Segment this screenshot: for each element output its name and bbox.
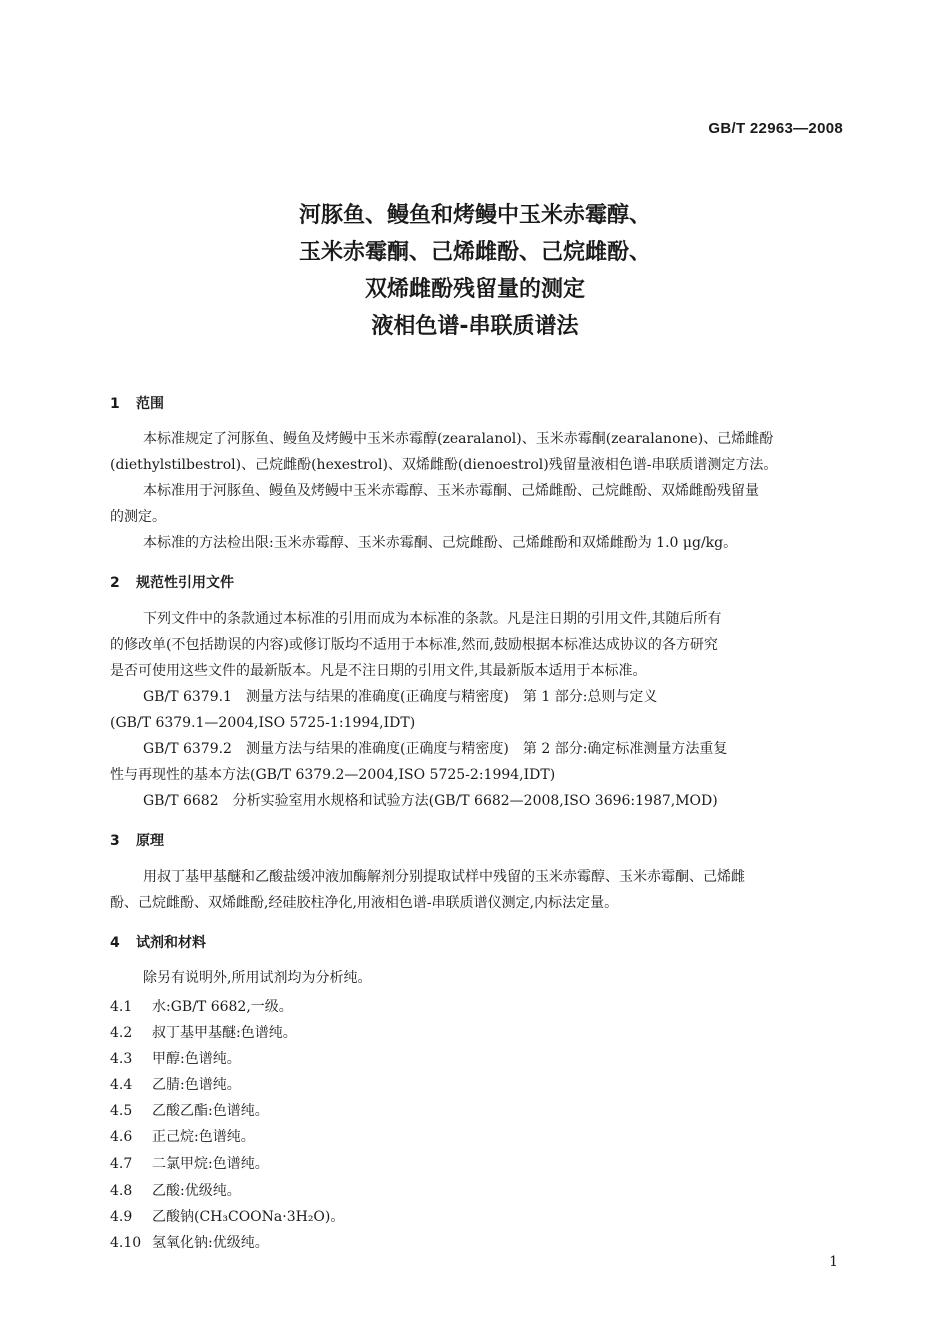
title-line: 双烯雌酚残留量的测定	[364, 277, 585, 302]
item-text: 甲醇:色谱纯。	[152, 1051, 241, 1067]
section-number: 4	[110, 935, 120, 951]
section-1-heading	[110, 393, 164, 413]
document-title	[0, 197, 950, 345]
section-4-heading	[110, 932, 206, 952]
list-item	[110, 1153, 269, 1173]
list-item	[110, 1074, 241, 1094]
item-number: 4.2	[110, 1025, 133, 1041]
page-number: 1	[829, 1254, 838, 1270]
item-text: 水:GB/T 6682,一级。	[152, 999, 293, 1015]
item-text: 二氯甲烷:色谱纯。	[152, 1156, 269, 1172]
item-text: 氢氧化钠:优级纯。	[152, 1235, 269, 1251]
paragraph-line: 本标准规定了河豚鱼、鳗鱼及烤鳗中玉米赤霉醇(zearalanol)、玉米赤霉酮(zearalanone)、己烯雌酚	[143, 431, 774, 447]
item-number: 4.3	[110, 1051, 133, 1067]
paragraph-line: 本标准的方法检出限:玉米赤霉醇、玉米赤霉酮、己烷雌酚、己烯雌酚和双烯雌酚为 1.0 μg/kg。	[143, 535, 738, 551]
list-item	[110, 1022, 297, 1042]
section-title: 试剂和材料	[136, 935, 206, 951]
paragraph-line: 下列文件中的条款通过本标准的引用而成为本标准的条款。凡是注日期的引用文件,其随后所有	[143, 611, 722, 627]
item-number: 4.4	[110, 1077, 133, 1093]
paragraph-line: (diethylstilbestrol)、己烷雌酚(hexestrol)、双烯雌酚(dienoestrol)残留量液相色谱-串联质谱测定方法。	[110, 457, 778, 473]
item-text: 乙腈:色谱纯。	[152, 1077, 241, 1093]
item-text: 叔丁基甲基醚:色谱纯。	[152, 1025, 297, 1041]
item-number: 4.9	[110, 1209, 133, 1225]
paragraph-line: 除另有说明外,所用试剂均为分析纯。	[143, 970, 372, 986]
list-item	[110, 1180, 241, 1200]
section-title: 规范性引用文件	[136, 575, 234, 591]
item-number: 4.7	[110, 1156, 133, 1172]
item-text: 乙酸乙酯:色谱纯。	[152, 1103, 269, 1119]
title-line: 河豚鱼、鳗鱼和烤鳗中玉米赤霉醇、	[298, 203, 651, 228]
paragraph-line: 是否可使用这些文件的最新版本。凡是不注日期的引用文件,其最新版本适用于本标准。	[110, 663, 647, 679]
reference-line: 性与再现性的基本方法(GB/T 6379.2—2004,ISO 5725-2:1994,IDT)	[110, 767, 556, 783]
reference-line: (GB/T 6379.1—2004,ISO 5725-1:1994,IDT)	[110, 715, 416, 731]
item-number: 4.6	[110, 1129, 133, 1145]
list-item	[110, 1206, 344, 1226]
paragraph-line: 的测定。	[110, 509, 166, 525]
paragraph-line: 的修改单(不包括勘误的内容)或修订版均不适用于本标准,然而,鼓励根据本标准达成协议的各方研究	[110, 637, 718, 653]
paragraph-line: 酚、己烷雌酚、双烯雌酚,经硅胶柱净化,用液相色谱-串联质谱仪测定,内标法定量。	[110, 895, 619, 911]
section-3-heading	[110, 830, 164, 850]
item-number: 4.8	[110, 1183, 133, 1199]
list-item	[110, 996, 293, 1016]
section-title: 原理	[136, 833, 164, 849]
item-text: 正己烷:色谱纯。	[152, 1129, 255, 1145]
item-number: 4.1	[110, 999, 133, 1015]
paragraph-line: 本标准用于河豚鱼、鳗鱼及烤鳗中玉米赤霉醇、玉米赤霉酮、己烯雌酚、己烷雌酚、双烯雌酚残留量	[143, 483, 759, 499]
item-number: 4.5	[110, 1103, 133, 1119]
paragraph-line: 用叔丁基甲基醚和乙酸盐缓冲液加酶解剂分别提取试样中残留的玉米赤霉醇、玉米赤霉酮、己烯雌	[143, 869, 745, 885]
list-item	[110, 1048, 241, 1068]
section-title: 范围	[136, 396, 164, 412]
section-2-heading	[110, 572, 234, 592]
title-line: 液相色谱-串联质谱法	[371, 314, 579, 339]
section-number: 1	[110, 396, 120, 412]
list-item	[110, 1232, 269, 1252]
reference-line: GB/T 6682 分析实验室用水规格和试验方法(GB/T 6682—2008,ISO 3696:1987,MOD)	[143, 793, 718, 809]
reference-line: GB/T 6379.1 测量方法与结果的准确度(正确度与精密度) 第 1 部分:总则与定义	[143, 689, 658, 705]
list-item	[110, 1126, 255, 1146]
item-text: 乙酸钠(CH₃COONa·3H₂O)。	[152, 1209, 345, 1225]
list-item	[110, 1100, 269, 1120]
item-number: 4.10	[110, 1235, 142, 1251]
title-line: 玉米赤霉酮、己烯雌酚、己烷雌酚、	[298, 240, 651, 265]
section-number: 2	[110, 575, 120, 591]
reference-line: GB/T 6379.2 测量方法与结果的准确度(正确度与精密度) 第 2 部分:确定标准测量方法重复	[143, 741, 728, 757]
standard-code: GB/T 22963—2008	[708, 120, 843, 137]
item-text: 乙酸:优级纯。	[152, 1183, 241, 1199]
section-number: 3	[110, 833, 120, 849]
